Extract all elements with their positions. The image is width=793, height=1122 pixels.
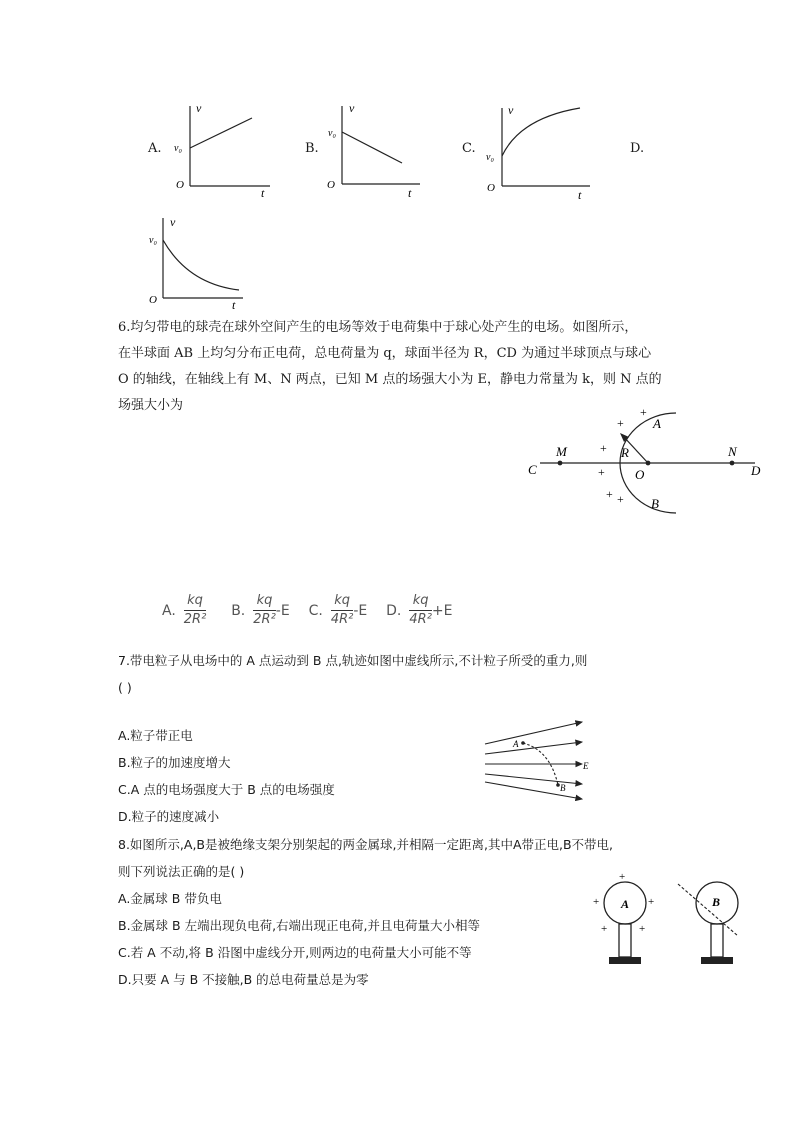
q8-option-b[interactable]: B.金属球 B 左端出现负电荷,右端出现正电荷,并且电荷量大小相等: [118, 918, 481, 933]
q8-option-a[interactable]: A.金属球 B 带负电: [118, 891, 222, 906]
q8-line-2: 则下列说法正确的是( ): [118, 864, 245, 879]
q6-option-d-suffix: +E: [431, 602, 453, 619]
q6-option-c-suffix: -E: [353, 602, 368, 619]
q6-option-d-fraction: [409, 592, 432, 629]
graph-a-v-label: v: [196, 101, 202, 115]
label-m: M: [556, 444, 567, 459]
q6-option-d-label: D.: [386, 602, 402, 619]
graph-c-v-label: v: [508, 103, 514, 117]
plus-sign: +: [619, 872, 626, 883]
fraction-denominator: 2R²: [183, 612, 207, 627]
label-e: E: [583, 761, 589, 771]
q7-paren: ( ): [118, 680, 132, 695]
graph-c-v0: v₀: [486, 152, 494, 163]
q6-line-1: 6.均匀带电的球壳在球外空间产生的电场等效于电荷集中于球心处产生的电场。如图所示，: [118, 320, 638, 335]
stand-b: [711, 924, 723, 957]
q6-option-a-label: A.: [162, 602, 176, 619]
q7-stem: 7.带电粒子从电场中的 A 点运动到 B 点,轨迹如图中虚线所示,不计粒子所受的重力,则: [118, 653, 588, 668]
graph-a-t-label: t: [261, 186, 265, 198]
label-a: A: [621, 897, 630, 911]
plus-sign: +: [648, 896, 655, 908]
fraction-denominator: 2R²: [253, 612, 276, 627]
q7-option-d[interactable]: D.粒子的速度减小: [118, 809, 220, 824]
field-line: [485, 782, 582, 799]
q6-option-c-label: C.: [308, 602, 323, 619]
label-b: B: [651, 496, 659, 511]
q6-option-b-suffix: -E: [275, 602, 290, 619]
q6-option-c[interactable]: [308, 593, 372, 627]
graph-d-label: D.: [630, 141, 645, 156]
graph-a: [170, 98, 280, 198]
plus-sign: +: [640, 405, 647, 419]
q6-option-d[interactable]: [386, 593, 453, 627]
label-b: B: [712, 895, 721, 909]
graph-d-v0: v₀: [149, 235, 157, 246]
graph-d-curve: [163, 240, 239, 290]
graph-d-t-label: t: [232, 298, 236, 312]
graph-d: [143, 212, 258, 312]
graph-c-t-label: t: [578, 188, 582, 200]
q6-option-c-fraction: [331, 592, 354, 629]
point-n: [730, 461, 735, 466]
graph-c-origin: O: [487, 182, 495, 194]
q6-option-a-fraction: [184, 592, 207, 629]
plus-sign: +: [617, 416, 624, 430]
graph-a-label: A.: [148, 141, 162, 156]
q7-option-c[interactable]: C.A 点的电场强度大于 B 点的电场强度: [118, 782, 335, 797]
point-m: [558, 461, 563, 466]
label-c: C: [528, 462, 537, 477]
graph-c-label: C.: [462, 141, 476, 156]
fraction-denominator: 4R²: [409, 612, 432, 627]
q7-option-b[interactable]: B.粒子的加速度增大: [118, 755, 231, 770]
graph-c: [482, 100, 602, 200]
fraction-numerator: kq: [331, 592, 354, 611]
q6-option-a[interactable]: [162, 593, 211, 627]
graph-b-label: B.: [305, 141, 319, 156]
label-a: A: [653, 416, 661, 431]
graph-b-origin: O: [327, 179, 335, 191]
q8-option-d[interactable]: D.只要 A 与 B 不接触,B 的总电荷量总是为零: [118, 972, 369, 987]
field-line: [485, 774, 582, 784]
q6-option-b-fraction: [253, 592, 276, 629]
point-a: [521, 741, 525, 745]
label-o: O: [635, 467, 645, 482]
graph-c-curve: [502, 108, 580, 156]
graph-b-curve: [342, 132, 402, 163]
point-o: [646, 461, 651, 466]
q7-figure: [480, 712, 590, 802]
graph-b-v0: v₀: [328, 128, 336, 139]
field-line: [485, 742, 582, 754]
plus-sign: +: [593, 896, 600, 908]
q8-line-1: 8.如图所示,A,B是被绝缘支架分别架起的两金属球,并相隔一定距离,其中A带正电,B不带电,: [118, 837, 614, 852]
q6-option-b[interactable]: [231, 593, 294, 627]
graph-b: [322, 98, 432, 198]
stand-a: [619, 924, 631, 957]
fraction-numerator: kq: [253, 592, 276, 611]
label-b: B: [560, 783, 566, 793]
label-n: N: [728, 444, 737, 459]
graph-b-v-label: v: [349, 101, 355, 115]
q6-line-2: 在半球面 AB 上均匀分布正电荷，总电荷量为 q，球面半径为 R，CD 为通过半球顶点与球心: [118, 346, 652, 361]
q6-figure: [520, 400, 770, 520]
fraction-denominator: 4R²: [330, 612, 354, 627]
graph-a-v0: v₀: [174, 143, 182, 154]
q6-line-3: O 的轴线，在轴线上有 M、N 两点，已知 M 点的场强大小为 E，静电力常量为 k，则 N 点的: [118, 372, 662, 387]
q8-figure: [585, 872, 755, 972]
plus-sign: +: [639, 923, 646, 935]
graph-d-v-label: v: [170, 215, 176, 229]
base-b: [701, 957, 733, 964]
q6-line-4: 场强大小为: [118, 398, 184, 413]
base-a: [609, 957, 641, 964]
plus-sign: +: [617, 492, 624, 506]
q7-option-a[interactable]: A.粒子带正电: [118, 728, 193, 743]
plus-sign: +: [601, 923, 608, 935]
label-a: A: [513, 739, 519, 749]
label-r: R: [621, 445, 629, 460]
field-line: [485, 722, 582, 744]
plus-sign: +: [606, 487, 613, 501]
label-d: D: [751, 463, 761, 478]
graph-b-t-label: t: [408, 186, 412, 198]
q8-option-c[interactable]: C.若 A 不动,将 B 沿图中虚线分开,则两边的电荷量大小可能不等: [118, 945, 472, 960]
graph-d-origin: O: [149, 294, 157, 306]
plus-sign: +: [600, 441, 607, 455]
q6-option-b-label: B.: [231, 602, 246, 619]
plus-sign: +: [598, 465, 605, 479]
graph-a-curve: [190, 118, 252, 148]
graph-a-origin: O: [176, 179, 184, 191]
cut-line: [678, 884, 738, 936]
q6-options: [162, 592, 452, 629]
fraction-numerator: kq: [184, 592, 207, 611]
fraction-numerator: kq: [409, 592, 432, 611]
